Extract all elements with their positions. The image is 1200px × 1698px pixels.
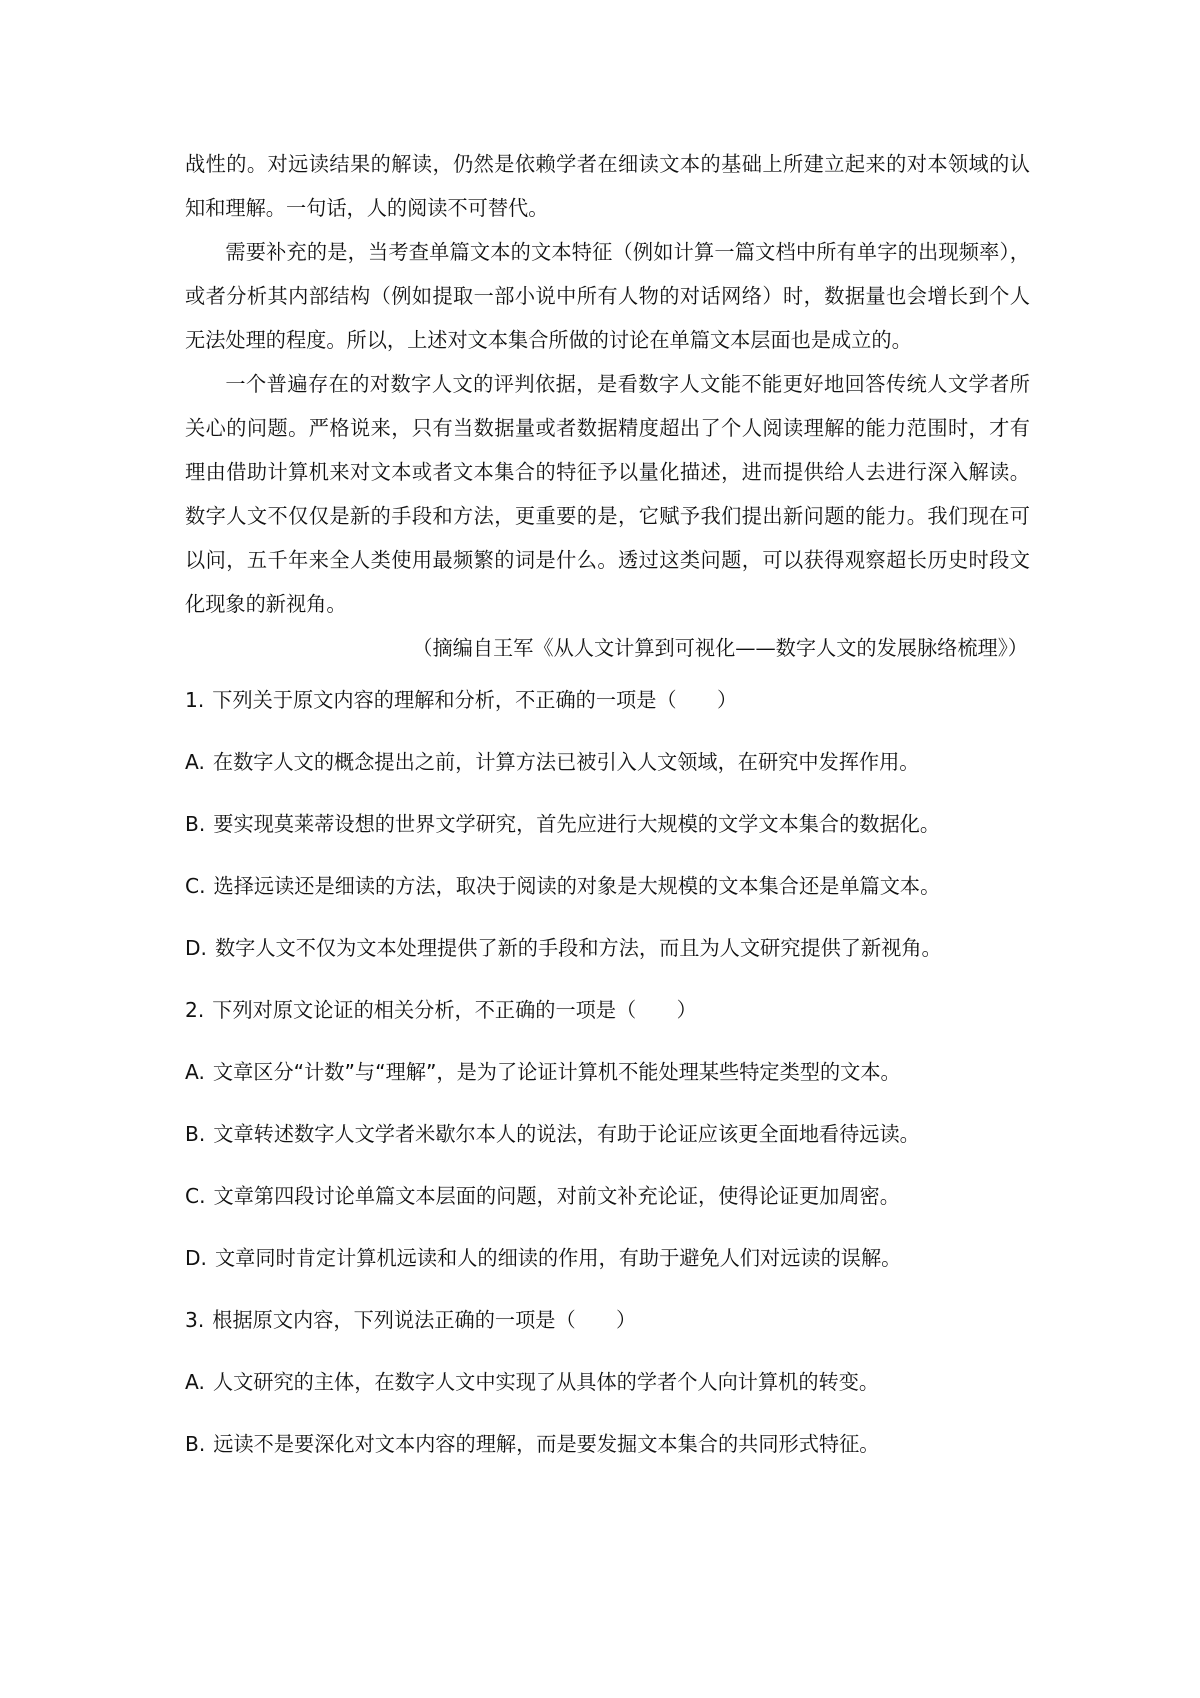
question-text: 根据原文内容，下列说法正确的一项是（ ） <box>212 1308 637 1332</box>
question-number: 2. <box>185 998 205 1022</box>
option-label: A. <box>185 1060 205 1084</box>
option-label: C. <box>185 874 206 898</box>
option-label: D. <box>185 936 207 960</box>
question-3 <box>185 1304 1030 1490</box>
option-label: B. <box>185 1432 206 1456</box>
option-text: 要实现莫莱蒂设想的世界文学研究，首先应进行大规模的文学文本集合的数据化。 <box>213 812 941 836</box>
option-label: A. <box>185 750 205 774</box>
question-list <box>185 684 1030 1490</box>
passage-paragraph-3: 一个普遍存在的对数字人文的评判依据，是看数字人文能不能更好地回答传统人文学者所关心的问题。严格说来，只有当数据量或者数据精度超出了个人阅读理解的能力范围时，才有理由借助计算机来对文本或者文本集合的特征予以量化描述，进而提供给人去进行深入解读。数字人文不仅仅是新的手段和方法，更重要的是，它赋予我们提出新问题的能力。我们现在可以问，五千年来全人类使用最频繁的词是什么。透过这类问题，可以获得观察超长历史时段文化现象的新视角。 <box>185 372 1030 616</box>
option-text: 文章同时肯定计算机远读和人的细读的作用，有助于避免人们对远读的误解。 <box>214 1246 902 1270</box>
option-text: 文章转述数字人文学者米歇尔本人的说法，有助于论证应该更全面地看待远读。 <box>213 1122 920 1146</box>
option-text: 文章区分“计数”与“理解”，是为了论证计算机不能处理某些特定类型的文本。 <box>212 1060 901 1084</box>
option-text: 远读不是要深化对文本内容的理解，而是要发掘文本集合的共同形式特征。 <box>213 1432 880 1456</box>
option-label: D. <box>185 1246 207 1270</box>
option-d <box>185 932 1030 994</box>
option-b <box>185 1118 1030 1180</box>
option-b <box>185 1428 1030 1490</box>
option-a <box>185 1366 1030 1428</box>
option-text: 文章第四段讨论单篇文本层面的问题，对前文补充论证，使得论证更加周密。 <box>213 1184 900 1208</box>
option-c <box>185 870 1030 932</box>
question-text: 下列关于原文内容的理解和分析，不正确的一项是（ ） <box>212 688 738 712</box>
option-text: 数字人文不仅为文本处理提供了新的手段和方法，而且为人文研究提供了新视角。 <box>214 936 942 960</box>
passage-paragraph-1: 战性的。对远读结果的解读，仍然是依赖学者在细读文本的基础上所建立起来的对本领域的认知和理解。一句话，人的阅读不可替代。 <box>185 152 1030 220</box>
question-2 <box>185 994 1030 1304</box>
question-number: 3. <box>185 1308 205 1332</box>
passage-source: （摘编自王军《从人文计算到可视化——数字人文的发展脉络梳理》） <box>412 636 1028 660</box>
question-number: 1. <box>185 688 205 712</box>
exam-page <box>185 142 1030 1490</box>
option-label: C. <box>185 1184 206 1208</box>
question-1 <box>185 684 1030 994</box>
option-a <box>185 746 1030 808</box>
option-d <box>185 1242 1030 1304</box>
question-stem <box>185 994 1030 1056</box>
option-c <box>185 1180 1030 1242</box>
reading-passage <box>185 142 1030 670</box>
question-text: 下列对原文论证的相关分析，不正确的一项是（ ） <box>212 998 697 1022</box>
passage-paragraph-2: 需要补充的是，当考查单篇文本的文本特征（例如计算一篇文档中所有单字的出现频率），或者分析其内部结构（例如提取一部小说中所有人物的对话网络）时，数据量也会增长到个人无法处理的程度。所以，上述对文本集合所做的讨论在单篇文本层面也是成立的。 <box>185 240 1030 352</box>
option-text: 在数字人文的概念提出之前，计算方法已被引入人文领域，在研究中发挥作用。 <box>212 750 920 774</box>
option-b <box>185 808 1030 870</box>
question-stem <box>185 684 1030 746</box>
option-label: B. <box>185 1122 206 1146</box>
option-text: 选择远读还是细读的方法，取决于阅读的对象是大规模的文本集合还是单篇文本。 <box>213 874 941 898</box>
option-a <box>185 1056 1030 1118</box>
option-text: 人文研究的主体，在数字人文中实现了从具体的学者个人向计算机的转变。 <box>212 1370 880 1394</box>
option-label: A. <box>185 1370 205 1394</box>
option-label: B. <box>185 812 206 836</box>
question-stem <box>185 1304 1030 1366</box>
